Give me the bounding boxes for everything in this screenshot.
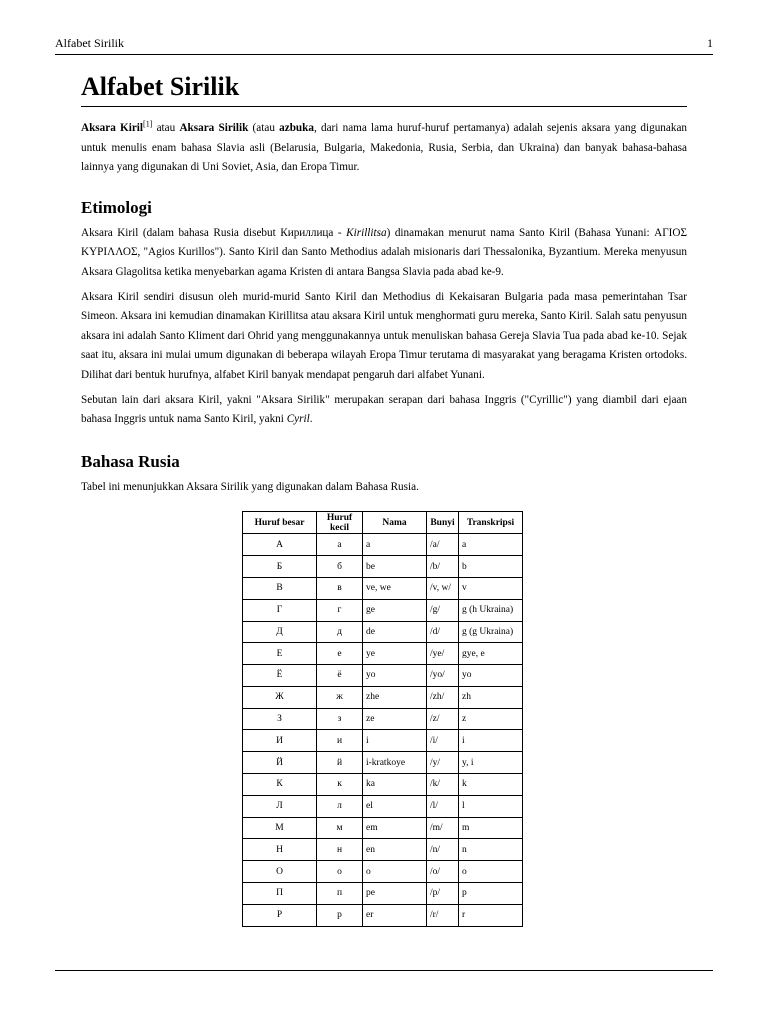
- cell-huruf-besar: Ё: [243, 665, 317, 687]
- cell-huruf-kecil: й: [317, 752, 363, 774]
- term-azbuka: azbuka: [279, 122, 314, 134]
- cell-huruf-besar: Б: [243, 556, 317, 578]
- table-row: [243, 599, 523, 621]
- cell-bunyi: /a/: [427, 534, 459, 556]
- cell-huruf-besar: М: [243, 817, 317, 839]
- cell-huruf-kecil: ж: [317, 686, 363, 708]
- cell-huruf-kecil: м: [317, 817, 363, 839]
- cell-bunyi: /v, w/: [427, 577, 459, 599]
- intro-text-2: (atau: [248, 122, 280, 134]
- header-nama: Nama: [363, 512, 427, 534]
- table-row: [243, 817, 523, 839]
- heading-bahasa-rusia: Bahasa Rusia: [81, 451, 180, 471]
- cell-transkripsi: a: [459, 534, 523, 556]
- intro-text-1: atau: [152, 122, 180, 134]
- cell-nama: ge: [363, 599, 427, 621]
- cell-transkripsi: i: [459, 730, 523, 752]
- header-huruf-kecil: Huruf kecil: [317, 512, 363, 534]
- table-row: [243, 665, 523, 687]
- cell-huruf-kecil: г: [317, 599, 363, 621]
- cell-huruf-kecil: а: [317, 534, 363, 556]
- table-row: [243, 752, 523, 774]
- cell-nama: zhe: [363, 686, 427, 708]
- cell-bunyi: /r/: [427, 904, 459, 926]
- cell-huruf-kecil: о: [317, 861, 363, 883]
- table-row: [243, 534, 523, 556]
- cell-nama: a: [363, 534, 427, 556]
- cell-nama: ve, we: [363, 577, 427, 599]
- cell-transkripsi: b: [459, 556, 523, 578]
- cell-transkripsi: y, i: [459, 752, 523, 774]
- heading-etimologi: Etimologi: [81, 197, 152, 217]
- table-row: [243, 861, 523, 883]
- cell-huruf-besar: А: [243, 534, 317, 556]
- cell-nama: i-kratkoye: [363, 752, 427, 774]
- cell-nama: i: [363, 730, 427, 752]
- table-row: [243, 904, 523, 926]
- cell-huruf-besar: К: [243, 774, 317, 796]
- cell-transkripsi: z: [459, 708, 523, 730]
- etimologi-p1-text-b: ) dinamakan menurut nama Santo Kiril (Bahasa Yunani: ΑΓΙΟΣ ΚΥΡΙΛΛΟΣ, "Agios Kurillos"). Santo Kiril dan Santo Methodius adalah misionaris dari Thessalonika, Byzantium. Mereka menyusun Aksara Glagolitsa ketika menyebarkan agama Kristen di antara Bangsa Slavia pada abad ke-9.: [81, 226, 687, 278]
- cell-transkripsi: zh: [459, 686, 523, 708]
- cell-huruf-kecil: б: [317, 556, 363, 578]
- cell-bunyi: /n/: [427, 839, 459, 861]
- running-header-title: Alfabet Sirilik: [55, 36, 124, 50]
- cell-nama: el: [363, 795, 427, 817]
- cell-huruf-besar: З: [243, 708, 317, 730]
- table-row: [243, 643, 523, 665]
- cell-bunyi: /z/: [427, 708, 459, 730]
- cell-bunyi: /yo/: [427, 665, 459, 687]
- cell-bunyi: /o/: [427, 861, 459, 883]
- page-title: Alfabet Sirilik: [81, 72, 687, 107]
- cell-nama: pe: [363, 883, 427, 905]
- cell-huruf-kecil: н: [317, 839, 363, 861]
- table-row: [243, 621, 523, 643]
- cell-huruf-besar: В: [243, 577, 317, 599]
- cell-transkripsi: n: [459, 839, 523, 861]
- page-number: 1: [707, 36, 713, 50]
- cyrillic-table: [242, 511, 523, 926]
- cell-nama: be: [363, 556, 427, 578]
- cell-huruf-kecil: л: [317, 795, 363, 817]
- cell-bunyi: /i/: [427, 730, 459, 752]
- etimologi-paragraph-1: [81, 224, 687, 283]
- table-header-row: [243, 512, 523, 534]
- cell-huruf-besar: О: [243, 861, 317, 883]
- intro-paragraph: [81, 119, 687, 178]
- footer-divider: [55, 970, 713, 971]
- table-row: [243, 839, 523, 861]
- intro-text-3: , dari nama lama huruf-huruf pertamanya) adalah sejenis aksara yang digunakan untuk menulis enam bahasa Slavia asli (Belarusia, Bulgaria, Makedonia, Rusia, Serbia, dan Ukraina) dan banyak bahasa-bahasa lainnya yang digunakan di Uni Soviet, Asia, dan Eropa Timur.: [81, 122, 688, 174]
- cell-huruf-kecil: р: [317, 904, 363, 926]
- cell-nama: ka: [363, 774, 427, 796]
- cell-bunyi: /zh/: [427, 686, 459, 708]
- table-body: [243, 534, 523, 926]
- cell-huruf-besar: Ж: [243, 686, 317, 708]
- term-aksara-kiril: Aksara Kiril: [81, 122, 144, 134]
- cell-transkripsi: m: [459, 817, 523, 839]
- cell-huruf-kecil: и: [317, 730, 363, 752]
- cell-transkripsi: o: [459, 861, 523, 883]
- cell-nama: o: [363, 861, 427, 883]
- cell-huruf-besar: Р: [243, 904, 317, 926]
- cell-transkripsi: gye, e: [459, 643, 523, 665]
- cell-huruf-besar: Д: [243, 621, 317, 643]
- cell-transkripsi: k: [459, 774, 523, 796]
- cell-bunyi: /l/: [427, 795, 459, 817]
- cell-nama: yo: [363, 665, 427, 687]
- cell-bunyi: /g/: [427, 599, 459, 621]
- cell-huruf-kecil: д: [317, 621, 363, 643]
- cell-huruf-besar: П: [243, 883, 317, 905]
- cell-nama: ye: [363, 643, 427, 665]
- table-row: [243, 556, 523, 578]
- table-row: [243, 774, 523, 796]
- cell-huruf-besar: Г: [243, 599, 317, 621]
- etimologi-paragraph-3: [81, 391, 687, 430]
- etimologi-p3-text-a: Sebutan lain dari aksara Kiril, yakni "Aksara Sirilik" merupakan serapan dari bahasa Inggris ("Cyrillic") yang diambil dari ejaan bahasa Inggris untuk nama Santo Kiril, yakni: [81, 393, 687, 426]
- cell-transkripsi: p: [459, 883, 523, 905]
- cell-huruf-kecil: ё: [317, 665, 363, 687]
- table-row: [243, 730, 523, 752]
- header-huruf-besar: Huruf besar: [243, 512, 317, 534]
- cell-nama: em: [363, 817, 427, 839]
- citation-link[interactable]: [1]: [143, 119, 153, 129]
- table-row: [243, 577, 523, 599]
- etimologi-p1-text-a: Aksara Kiril (dalam bahasa Rusia disebut Кириллица -: [81, 226, 347, 239]
- cell-huruf-besar: Й: [243, 752, 317, 774]
- cell-transkripsi: g (h Ukraina): [459, 599, 523, 621]
- table-row: [243, 686, 523, 708]
- cell-huruf-kecil: е: [317, 643, 363, 665]
- cell-huruf-kecil: к: [317, 774, 363, 796]
- cell-bunyi: /ye/: [427, 643, 459, 665]
- cell-bunyi: /d/: [427, 621, 459, 643]
- running-header: [55, 36, 713, 55]
- cell-bunyi: /m/: [427, 817, 459, 839]
- cell-transkripsi: r: [459, 904, 523, 926]
- etimologi-p3-text-b: .: [309, 413, 313, 426]
- etimologi-paragraph-2: Aksara Kiril sendiri disusun oleh murid-murid Santo Kiril dan Methodius di Kekaisaran Bulgaria pada masa pemerintahan Tsar Simeon. Aksara ini kemudian dinamakan Kirillitsa atau aksara Kiril untuk menghormati guru mereka, Santo Kiril. Salah satu penyusun aksara ini adalah Santo Kliment dari Ohrid yang menggunakannya untuk menuliskan bahasa Gereja Slavia Tua pada abad ke-10. Sejak saat itu, aksara ini mulai umum digunakan di beberapa wilayah Eropa Timur terutama di masyarakat yang beragama Kristen ortodoks. Dilihat dari bentuk hurufnya, alfabet Kiril banyak mendapat pengaruh dari alfabet Yunani.: [81, 290, 687, 381]
- cell-bunyi: /b/: [427, 556, 459, 578]
- cell-bunyi: /y/: [427, 752, 459, 774]
- cell-huruf-kecil: п: [317, 883, 363, 905]
- cell-huruf-kecil: в: [317, 577, 363, 599]
- cell-huruf-besar: Н: [243, 839, 317, 861]
- table-row: [243, 708, 523, 730]
- cell-bunyi: /p/: [427, 883, 459, 905]
- cell-nama: er: [363, 904, 427, 926]
- cell-nama: de: [363, 621, 427, 643]
- bahasa-rusia-intro: Tabel ini menunjukkan Aksara Sirilik yang digunakan dalam Bahasa Rusia.: [81, 480, 419, 493]
- term-cyril: Cyril: [286, 413, 310, 426]
- header-transkripsi: Transkripsi: [459, 512, 523, 534]
- cell-huruf-besar: Л: [243, 795, 317, 817]
- term-aksara-sirilik: Aksara Sirilik: [179, 122, 249, 134]
- cell-huruf-besar: Е: [243, 643, 317, 665]
- cell-huruf-kecil: з: [317, 708, 363, 730]
- cell-bunyi: /k/: [427, 774, 459, 796]
- cell-huruf-besar: И: [243, 730, 317, 752]
- header-bunyi: Bunyi: [427, 512, 459, 534]
- table-row: [243, 883, 523, 905]
- cell-transkripsi: yo: [459, 665, 523, 687]
- cell-nama: en: [363, 839, 427, 861]
- cell-transkripsi: l: [459, 795, 523, 817]
- table-row: [243, 795, 523, 817]
- cell-transkripsi: v: [459, 577, 523, 599]
- term-kirillitsa: Kirillitsa: [346, 226, 387, 239]
- cell-transkripsi: g (g Ukraina): [459, 621, 523, 643]
- cell-nama: ze: [363, 708, 427, 730]
- article-content: [81, 72, 687, 927]
